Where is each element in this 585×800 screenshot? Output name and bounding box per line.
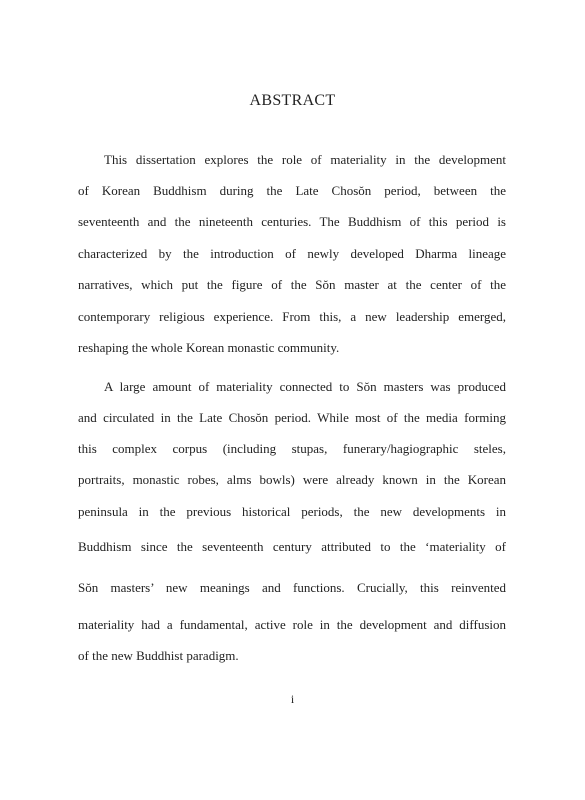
paragraph-2-line-9: of the new Buddhist paradigm. [78, 648, 239, 663]
paragraph-1-line-7: reshaping the whole Korean monastic community. [78, 340, 340, 355]
paragraph-2-line-1: A large amount of materiality connected to Sŏn masters was produced [104, 379, 506, 394]
paragraph-2-line-3: this complex corpus (including stupas, funerary/hagiographic steles, [78, 441, 506, 456]
paragraph-1-line-2: of Korean Buddhism during the Late Chosŏn period, between the [78, 183, 506, 198]
paragraph-2-line-4: portraits, monastic robes, alms bowls) were already known in the Korean [78, 472, 506, 487]
paragraph-1-line-4: characterized by the introduction of newly developed Dharma lineage [78, 246, 506, 261]
paragraph-2-line-8: materiality had a fundamental, active role in the development and diffusion [78, 617, 506, 632]
paragraph-2-line-2: and circulated in the Late Chosŏn period. While most of the media forming [78, 410, 506, 425]
paragraph-2-line-7: Sŏn masters’ new meanings and functions. Crucially, this reinvented [78, 580, 506, 595]
paragraph-1-line-1: This dissertation explores the role of materiality in the development [104, 152, 506, 167]
abstract-title: ABSTRACT [249, 92, 336, 109]
paragraph-1-line-5: narratives, which put the figure of the Sŏn master at the center of the [78, 277, 506, 292]
page-number: i [290, 692, 295, 706]
paragraph-1-line-3: seventeenth and the nineteenth centuries. The Buddhism of this period is [78, 214, 506, 229]
paragraph-2-line-5: peninsula in the previous historical periods, the new developments in [78, 504, 506, 519]
paragraph-1-line-6: contemporary religious experience. From this, a new leadership emerged, [78, 309, 506, 324]
paragraph-2-line-6: Buddhism since the seventeenth century attributed to the ‘materiality of [78, 539, 506, 554]
